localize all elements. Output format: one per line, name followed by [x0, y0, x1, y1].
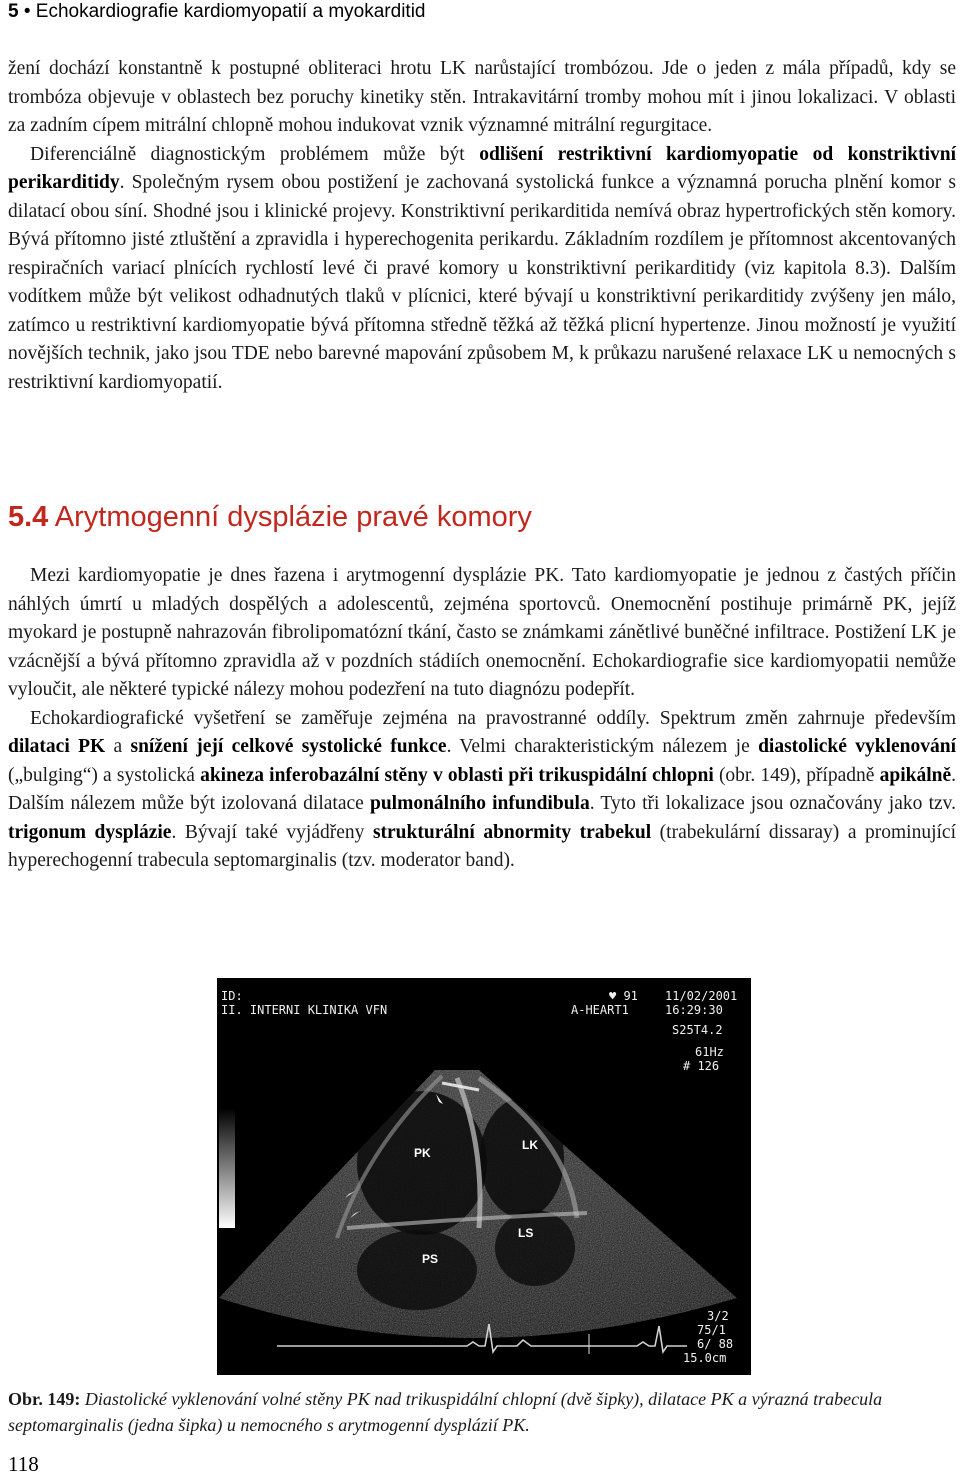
paragraph-2-text: . Společným rysem obou postižení je zachovaná systolická funkce a významná porucha plnění komor s dilatací obou síní. Shodné jsou i klinické projevy. Konstriktivní perikarditida nemívá obraz hypertrofických stěn komory. Bývá přítomno jisté ztluštění a zpravidla i hyperechogenita perikardu. Základním rozdílem je přítomnost akcentovaných respiračních variací plnících rychlostí levé či pravé komory u konstriktivní perikarditidy (viz kapitola 8.3). Dalším vodítkem může být velikost odhadnutých tlaků v plícnici, které bývají u konstriktivní perikarditidy zvýšeny jen málo, zatímco u restriktivní kardiomyopatie bývá přítomna středně těžká až těžká plicní hypertenze. Jinou možností je využití novějších technik, jako jsou TDE nebo barevné mapování způsobem M, k průkazu narušené relaxace LK u nemocných s restriktivní kardiomyopatií.: [8, 172, 956, 393]
paragraph-4-text: . Dalším nálezem může být izolovaná dilatace: [8, 764, 956, 814]
overlay-id-label: ID:: [221, 989, 243, 1003]
paragraph-1: [8, 55, 956, 141]
overlay-hospital: II. INTERNI KLINIKA VFN: [221, 1003, 388, 1017]
grayscale-bar: [219, 1108, 235, 1228]
right-atrium-cavity: [357, 1230, 477, 1310]
header-separator: •: [23, 1, 31, 22]
label-right-atrium: PS: [422, 1252, 439, 1266]
body-text-top: [8, 55, 956, 397]
overlay-frame-number: # 126: [683, 1059, 720, 1073]
section-number: 5.4: [8, 501, 49, 533]
paragraph-4-text: . Tyto tři lokalizace jsou označovány jako tzv.: [589, 793, 957, 814]
left-atrium-cavity: [495, 1210, 575, 1286]
chapter-title: Echokardiografie kardiomyopatií a myokarditid: [35, 1, 426, 22]
page-number: 118: [8, 1452, 39, 1476]
overlay-setting-3: 6/ 88: [697, 1337, 734, 1351]
figure-caption: [8, 1386, 956, 1438]
emphasis: akineza inferobazální stěny v oblasti při trikuspidální chlopni: [200, 764, 714, 786]
emphasis: pulmonálního infundibula: [369, 793, 590, 814]
paragraph-1-text: žení dochází konstantně k postupné obliteraci hrotu LK narůstající trombózou. Jde o jeden z mála případů, kdy se trombóza objevuje v oblastech bez poruchy kinetiky stěn. Intrakavitární tromby mohou mít i jinou lokalizaci. V oblasti za zadním cípem mitrální chlopně mohou indukovat vznik významné mitrální regurgitace.: [8, 58, 956, 136]
section-title: Arytmogenní dysplázie pravé komory: [54, 501, 532, 533]
paragraph-3-text: Mezi kardiomyopatie je dnes řazena i arytmogenní dysplázie PK. Tato kardiomyopatie je jednou z častých příčin náhlých úmrtí u mladých dospělých a adolescentů, zejména sportovců. Onemocnění postihuje primárně PK, jejíž myokard je postupně nahrazován fibrolipomatózní tkání, často se známkami zánětlivé buněčné infiltrace. Postižení LK je vzácnější a bývá přítomno zpravidla až v pozdních stádiích onemocnění. Echokardiografie sice kardiomyopatii nemůže vyloučit, ale některé typické nálezy mohou podezření na tuto diagnózu podepřít.: [8, 565, 956, 700]
running-header: [8, 0, 952, 26]
overlay-transducer: S25T4.2: [672, 1023, 723, 1037]
overlay-date: 11/02/2001: [665, 989, 738, 1003]
paragraph-4-text: (obr. 149), případně: [713, 764, 880, 786]
paragraph-3: [8, 562, 956, 705]
emphasis: odlišení restriktivní kardiomyopatie od konstriktivní perikarditidy: [8, 143, 957, 193]
echocardiogram-figure: [217, 978, 751, 1375]
paragraph-4-text: („bulging“) a systolická: [8, 764, 201, 786]
overlay-setting-2: 75/1: [697, 1323, 726, 1337]
echocardiogram-image: [217, 978, 751, 1375]
caption-label: Obr. 149:: [8, 1389, 81, 1409]
paragraph-4-text: (trabekulární dissaray) a prominující hyperechogenní trabecula septomarginalis (tzv. moderator band).: [8, 821, 957, 871]
emphasis: dilataci PK: [8, 736, 106, 757]
emphasis: trigonum dysplázie: [8, 821, 172, 843]
paragraph-2-text: Diferenciálně diagnostickým problémem může být: [30, 143, 480, 165]
emphasis: strukturální abnormity trabekul: [372, 821, 652, 843]
chapter-number: 5: [8, 1, 19, 22]
overlay-frame-rate: 61Hz: [695, 1045, 724, 1059]
overlay-setting-1: 3/2: [707, 1309, 729, 1323]
overlay-heart-count: ♥ 91: [609, 989, 638, 1003]
body-text-section: [8, 562, 956, 876]
overlay-probe: A-HEART1: [571, 1003, 629, 1017]
emphasis: snížení její celkové systolické funkce: [130, 736, 447, 757]
emphasis: apikálně: [879, 764, 952, 786]
overlay-depth: 15.0cm: [683, 1351, 727, 1365]
emphasis: diastolické vyklenování: [758, 736, 957, 757]
overlay-time: 16:29:30: [665, 1003, 723, 1017]
label-left-atrium: LS: [518, 1226, 534, 1240]
caption-text: Diastolické vyklenování volné stěny PK nad trikuspidální chlopní (dvě šipky), dilatace PK a výrazná trabecula septomarginalis (jedna šipka) u nemocného s arytmogenní dysplázií PK.: [8, 1389, 883, 1435]
paragraph-4-text: . Bývají také vyjádřeny: [171, 821, 373, 843]
paragraph-4-text: . Velmi charakteristickým nálezem je: [446, 736, 759, 757]
section-heading: [8, 500, 956, 536]
paragraph-4-text: a: [105, 736, 131, 757]
label-right-ventricle: PK: [414, 1146, 431, 1160]
paragraph-2: [8, 141, 956, 398]
paragraph-4: [8, 705, 956, 876]
label-left-ventricle: LK: [522, 1138, 538, 1152]
paragraph-4-text: Echokardiografické vyšetření se zaměřuje zejména na pravostranné oddíly. Spektrum změn zahrnuje především: [30, 707, 956, 729]
